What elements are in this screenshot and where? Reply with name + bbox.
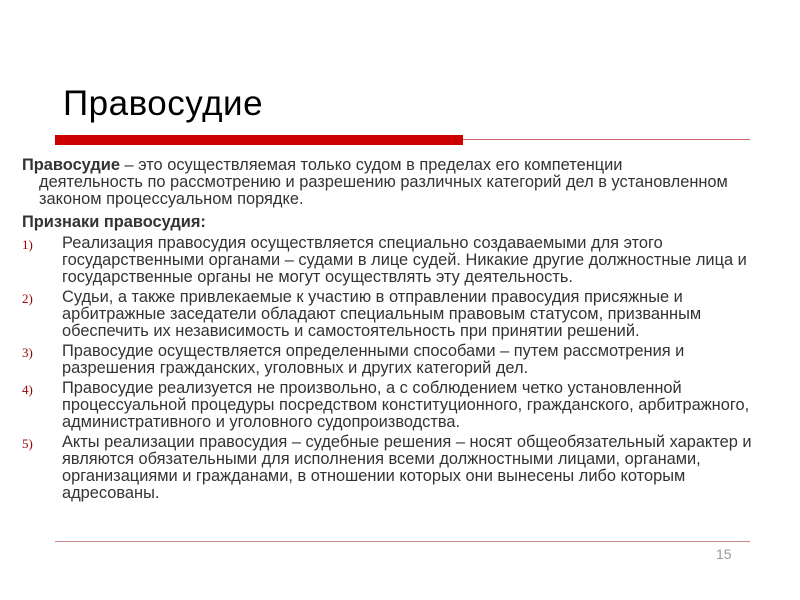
title-divider-line [463, 139, 750, 140]
list-item-text: Правосудие реализуется не произвольно, а с соблюдением четко установленной процессуальной процедуры посредством конституционного, гражданского, арбитражного, административного и уголовного судопроизводства. [62, 379, 750, 431]
definition-text-rest: деятельность по рассмотрению и разрешению различных категорий дел в установленном законом процессуальном порядке. [39, 173, 728, 208]
signs-list [22, 235, 777, 502]
slide-title: Правосудие [63, 84, 264, 123]
list-item-text: Акты реализации правосудия – судебные решения – носят общеобязательный характер и являются обязательными для исполнения всеми должностными лицами, органами, организациями и гражданами, в отношении которых они вынесены либо которым адресованы. [62, 433, 752, 502]
footer-divider-line [55, 541, 750, 542]
list-item [22, 343, 777, 377]
slide-content [22, 157, 777, 505]
list-item-text: Правосудие осуществляется определенными способами – путем рассмотрения и разрешения гражданских, уголовных и других категорий дел. [62, 342, 685, 377]
definition-dash: – [119, 156, 139, 174]
definition-text-line1: это осуществляемая только судом в пределах его компетенции [138, 156, 623, 174]
list-item-number: 2) [22, 291, 33, 306]
definition-term: Правосудие [22, 156, 120, 174]
list-item [22, 235, 777, 286]
list-item [22, 380, 777, 431]
definition-paragraph [22, 157, 777, 208]
title-accent-bar [55, 135, 463, 145]
list-item-number: 1) [22, 237, 33, 252]
list-item-text: Реализация правосудия осуществляется специально создаваемыми для этого государственными органами – судами в лице судей. Никакие другие должностные лица и государственные органы не могут осуществлять эту деятельность. [62, 234, 747, 286]
list-item [22, 434, 777, 502]
list-item-number: 5) [22, 436, 33, 451]
list-item-number: 3) [22, 345, 33, 360]
signs-heading: Признаки правосудия: [22, 213, 206, 231]
page-number: 15 [716, 546, 732, 562]
list-item [22, 289, 777, 340]
definition-first-line [22, 157, 777, 174]
list-item-text: Судьи, а также привлекаемые к участию в отправлении правосудия присяжные и арбитражные заседатели обладают специальным правовым статусом, призванным обеспечить их независимость и самостоятельность при принятии решений. [62, 288, 702, 340]
list-item-number: 4) [22, 382, 33, 397]
